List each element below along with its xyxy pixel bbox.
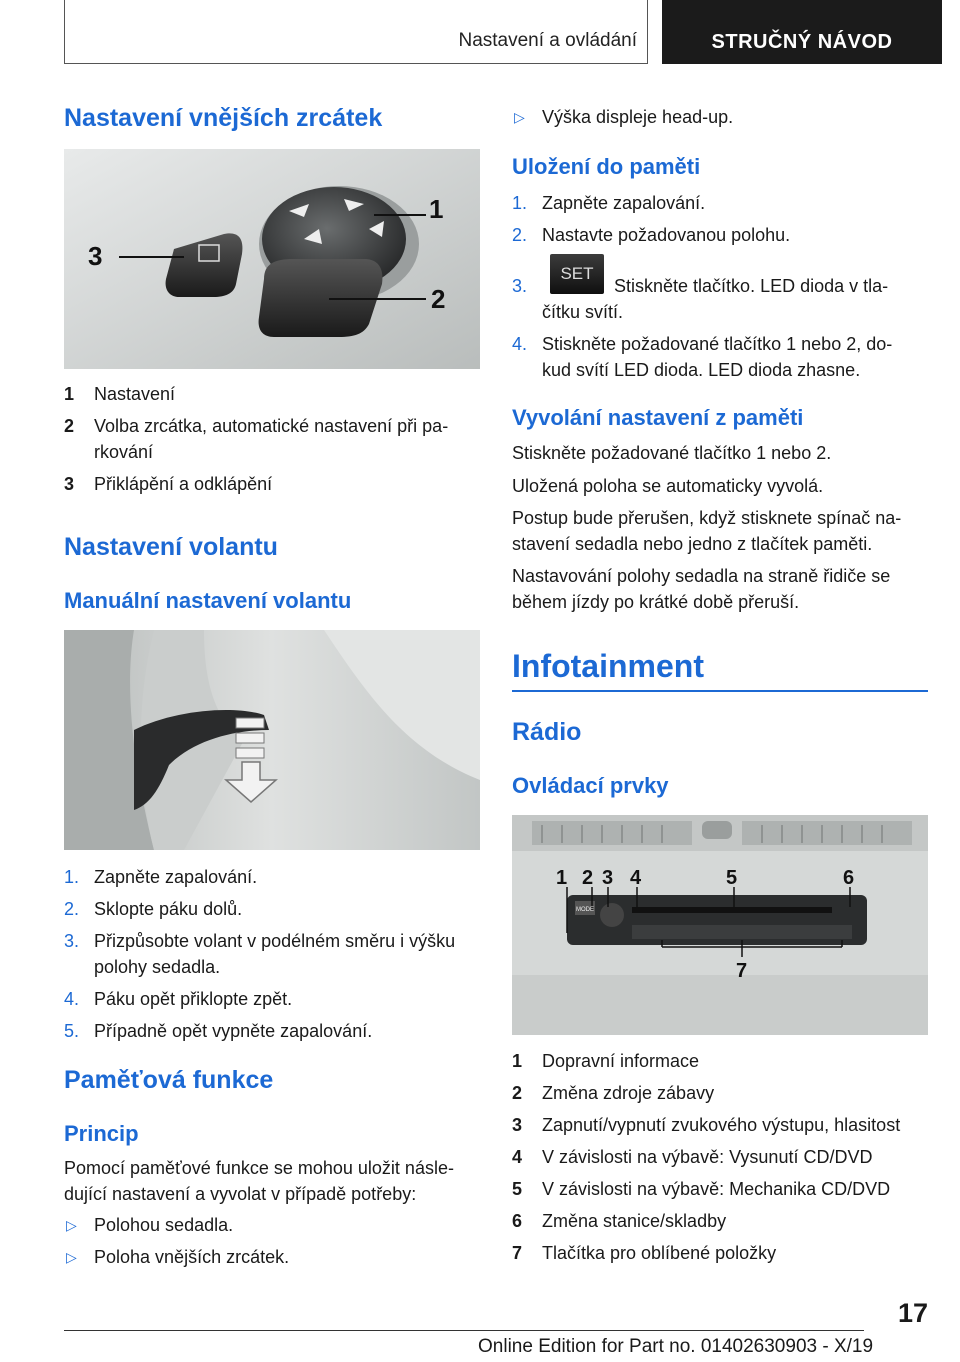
legend-number: 6 xyxy=(512,1211,523,1231)
step-text: Páku opět přiklopte zpět. xyxy=(94,989,293,1009)
step-number: 3. xyxy=(512,276,528,296)
legend-text: rkování xyxy=(94,442,154,462)
radio-image-text-mode: MODE xyxy=(576,907,594,913)
mirror-control-illustration xyxy=(64,149,480,369)
bullet-text: Výška displeje head-up. xyxy=(542,107,734,127)
mirror-image-label-1: 1 xyxy=(429,194,444,224)
legend-number: 3 xyxy=(64,474,75,494)
page-number: 17 xyxy=(897,1298,928,1328)
legend-number: 4 xyxy=(512,1147,523,1167)
wheel-subtitle: Manuální nastavení volantu xyxy=(64,588,352,613)
legend-number: 5 xyxy=(512,1179,523,1199)
step-text: Stiskněte požadované tlačítko 1 nebo 2, do- xyxy=(542,334,893,354)
radio-image-label-7: 7 xyxy=(736,960,748,982)
header-frame xyxy=(64,0,648,64)
legend-text: Změna stanice/skladby xyxy=(542,1211,727,1231)
bullet-triangle-icon: ▷ xyxy=(66,1217,77,1233)
recall-text: během jízdy po krátké době přeruší. xyxy=(512,592,800,612)
radio-image-label-1: 1 xyxy=(556,867,568,889)
legend-number: 2 xyxy=(512,1083,523,1103)
principle-subtitle: Princip xyxy=(64,1121,139,1146)
legend-text: Zapnutí/vypnutí zvukového výstupu, hlasitost xyxy=(542,1115,901,1135)
footer-rule xyxy=(64,1330,864,1331)
step-number: 1. xyxy=(64,867,80,887)
step-number: 4. xyxy=(64,989,80,1009)
set-button-icon: SET xyxy=(550,254,604,294)
legend-text: Dopravní informace xyxy=(542,1051,700,1071)
footer-edition: Online Edition for Part no. 01402630903 - X/19 xyxy=(478,1336,874,1357)
step-text: Stiskněte tlačítko. LED dioda v tla- xyxy=(614,276,889,296)
legend-number: 1 xyxy=(512,1051,523,1071)
header-section-title: Nastavení a ovládání xyxy=(458,30,637,51)
step-text: Zapněte zapalování. xyxy=(542,193,706,213)
bullet-triangle-icon: ▷ xyxy=(66,1249,77,1265)
radio-title: Rádio xyxy=(512,718,582,746)
legend-number: 2 xyxy=(64,416,75,436)
legend-text: Tlačítka pro oblíbené položky xyxy=(542,1243,777,1263)
recall-text: Nastavování polohy sedadla na straně řidiče se xyxy=(512,566,891,586)
mirrors-title: Nastavení vnějších zrcátek xyxy=(64,104,383,132)
principle-text: Pomocí paměťové funkce se mohou uložit násle- xyxy=(64,1158,454,1178)
step-text: čítku svítí. xyxy=(542,302,624,322)
radio-image-label-2: 2 xyxy=(582,867,594,889)
step-number: 1. xyxy=(512,193,528,213)
memory-title: Paměťová funkce xyxy=(64,1066,274,1094)
controls-subtitle: Ovládací prvky xyxy=(512,773,669,798)
step-text: kud svítí LED dioda. LED dioda zhasne. xyxy=(542,360,861,380)
legend-text: Nastavení xyxy=(94,384,176,404)
recall-text: Uložená poloha se automaticky vyvolá. xyxy=(512,476,824,496)
infotainment-title: Infotainment xyxy=(512,648,704,684)
radio-image-label-5: 5 xyxy=(726,867,738,889)
legend-text: V závislosti na výbavě: Mechanika CD/DVD xyxy=(542,1179,891,1199)
recall-text: Postup bude přerušen, když stisknete spínač na- xyxy=(512,508,902,528)
radio-controls-illustration xyxy=(512,815,928,1035)
step-number: 3. xyxy=(64,931,80,951)
step-number: 4. xyxy=(512,334,528,354)
wheel-title: Nastavení volantu xyxy=(64,533,278,561)
step-number: 2. xyxy=(512,225,528,245)
principle-text: dující nastavení a vyvolat v případě potřeby: xyxy=(64,1184,417,1204)
mirror-control-image xyxy=(64,149,480,369)
step-text: Nastavte požadovanou polohu. xyxy=(542,225,791,245)
legend-number: 1 xyxy=(64,384,75,404)
step-text: Přizpůsobte volant v podélném směru i výšku xyxy=(94,931,456,951)
legend-text: Přiklápění a odklápění xyxy=(94,474,273,494)
radio-image-label-6: 6 xyxy=(843,867,855,889)
step-text: Případně opět vypněte zapalování. xyxy=(94,1021,373,1041)
bullet-triangle-icon: ▷ xyxy=(514,109,525,125)
bullet-text: Polohou sedadla. xyxy=(94,1215,234,1235)
step-text: polohy sedadla. xyxy=(94,957,221,977)
legend-text: Změna zdroje zábavy xyxy=(542,1083,715,1103)
header-chapter-tab: STRUČNÝ NÁVOD xyxy=(662,0,942,64)
steering-lever-illustration xyxy=(64,630,480,850)
legend-text: V závislosti na výbavě: Vysunutí CD/DVD xyxy=(542,1147,873,1167)
bullet-text: Poloha vnějších zrcátek. xyxy=(94,1247,290,1267)
infotainment-rule xyxy=(512,690,928,692)
radio-image-label-4: 4 xyxy=(630,867,642,889)
radio-image-label-3: 3 xyxy=(602,867,614,889)
step-text: Sklopte páku dolů. xyxy=(94,899,243,919)
legend-text: Volba zrcátka, automatické nastavení při pa- xyxy=(94,416,449,436)
save-subtitle: Uložení do paměti xyxy=(512,154,701,179)
recall-subtitle: Vyvolání nastavení z paměti xyxy=(512,405,804,430)
step-number: 2. xyxy=(64,899,80,919)
steering-lever-image xyxy=(64,630,480,850)
recall-text: Stiskněte požadované tlačítko 1 nebo 2. xyxy=(512,443,832,463)
mirror-image-label-3: 3 xyxy=(88,241,103,271)
recall-text: stavení sedadla nebo jedno z tlačítek paměti. xyxy=(512,534,873,554)
legend-number: 7 xyxy=(512,1243,523,1263)
legend-number: 3 xyxy=(512,1115,523,1135)
radio-controls-image xyxy=(512,815,928,1035)
mirror-image-label-2: 2 xyxy=(431,284,446,314)
step-text: Zapněte zapalování. xyxy=(94,867,258,887)
step-number: 5. xyxy=(64,1021,80,1041)
